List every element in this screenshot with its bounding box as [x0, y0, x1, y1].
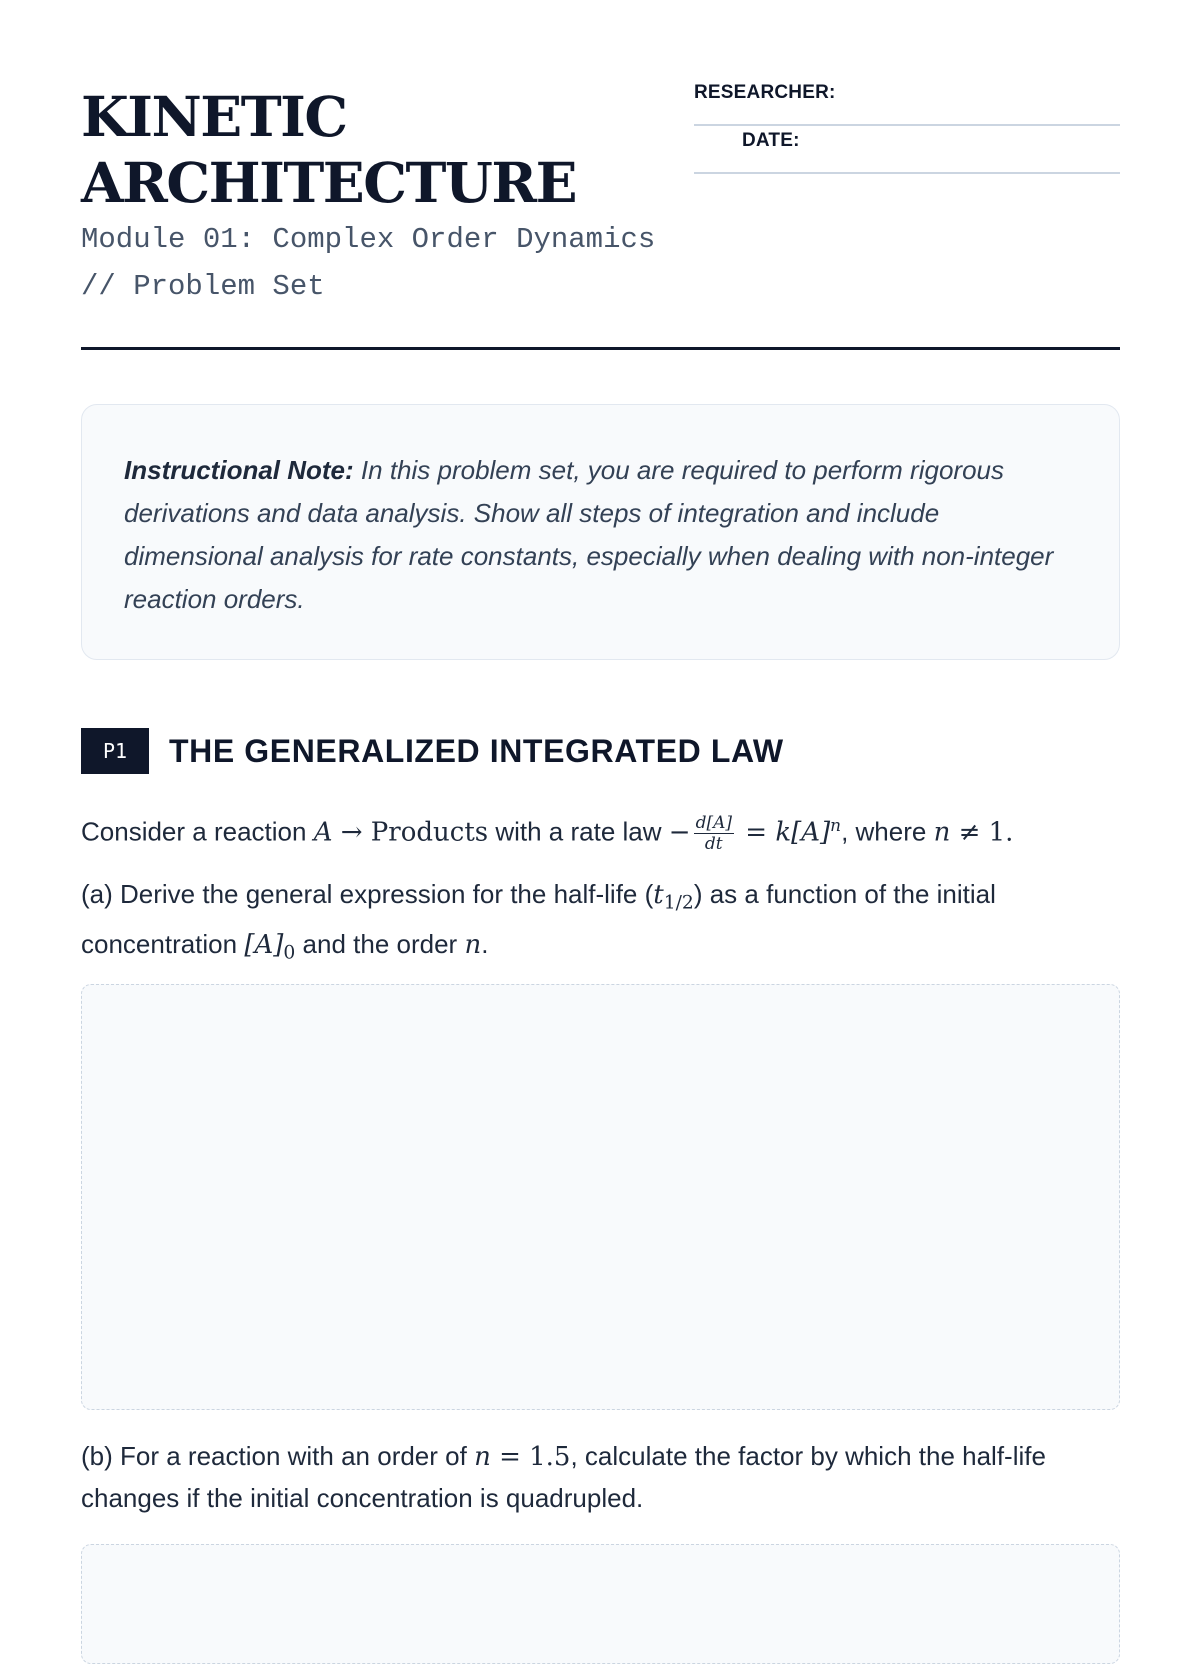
module-subtitle: Module 01: Complex Order Dynamics // Problem Set [81, 223, 656, 303]
problem-title: THE GENERALIZED INTEGRATED LAW [169, 733, 784, 769]
question-b [81, 1436, 1120, 1519]
fraction-denominator: dt [704, 833, 723, 854]
question-b-text-1: (b) For a reaction with an order of [81, 1441, 475, 1471]
concentration-term: [A] [791, 817, 831, 848]
order-exponent: n [830, 815, 842, 835]
half-life-symbol: t [653, 880, 664, 910]
note-text: In this problem set, you are required to perform rigorous derivations and data analysis. Show all steps of integration and include dimensional analysis for rate constants, especially when dealing with non-integer reaction orders. [124, 455, 1054, 614]
minus-sign: − [668, 817, 691, 848]
note-lead: Instructional Note: [124, 455, 354, 485]
instructional-note [81, 404, 1120, 660]
title-line-1: KINETIC [81, 84, 347, 149]
intro-text-1: Consider a reaction [81, 816, 314, 847]
order-variable-a: n [464, 929, 482, 960]
question-a [81, 874, 1120, 973]
reactant-symbol: A [313, 817, 333, 848]
header-divider [81, 347, 1120, 350]
researcher-field[interactable] [694, 78, 1120, 126]
researcher-meta [694, 78, 1120, 174]
initial-concentration-subscript: 0 [283, 942, 296, 964]
title-line-2: ARCHITECTURE [81, 150, 576, 215]
question-a-text-2: ) as a function of the initial concentration [81, 879, 996, 959]
half-life-subscript: 1/2 [663, 892, 694, 914]
intro-text-2: with a rate law [488, 816, 669, 847]
question-a-text-3: and the order [295, 928, 465, 959]
order-variable: n [933, 817, 951, 848]
products-text: Products [370, 817, 489, 848]
question-a-text-1: (a) Derive the general expression for the half-life ( [81, 879, 654, 909]
question-b-text-2: , calculate the factor by which the half-life changes if the initial concentration is quadrupled. [81, 1441, 1046, 1513]
worksheet-header [81, 0, 1120, 350]
order-condition: ≠ 1. [950, 817, 1014, 848]
answer-box-a[interactable] [81, 984, 1120, 1410]
rate-fraction [694, 813, 734, 854]
initial-concentration: [A] [244, 929, 284, 960]
date-label: DATE: [742, 130, 800, 151]
equals-sign: = [737, 817, 776, 848]
fraction-numerator: d[A] [695, 812, 732, 833]
problem-badge: P1 [81, 728, 149, 774]
reaction-arrow: → [332, 817, 371, 848]
answer-box-b[interactable] [81, 1544, 1120, 1664]
page-title [81, 84, 576, 216]
rate-constant: k [775, 817, 792, 848]
order-variable-b: n [474, 1442, 491, 1472]
order-value: = 1.5 [490, 1442, 571, 1472]
question-a-text-4: . [481, 928, 489, 959]
date-field[interactable] [694, 126, 1120, 174]
researcher-label: RESEARCHER: [694, 82, 836, 103]
problem-intro [81, 800, 1120, 857]
worksheet-page [81, 0, 1120, 1513]
intro-text-3: , where [841, 816, 934, 847]
